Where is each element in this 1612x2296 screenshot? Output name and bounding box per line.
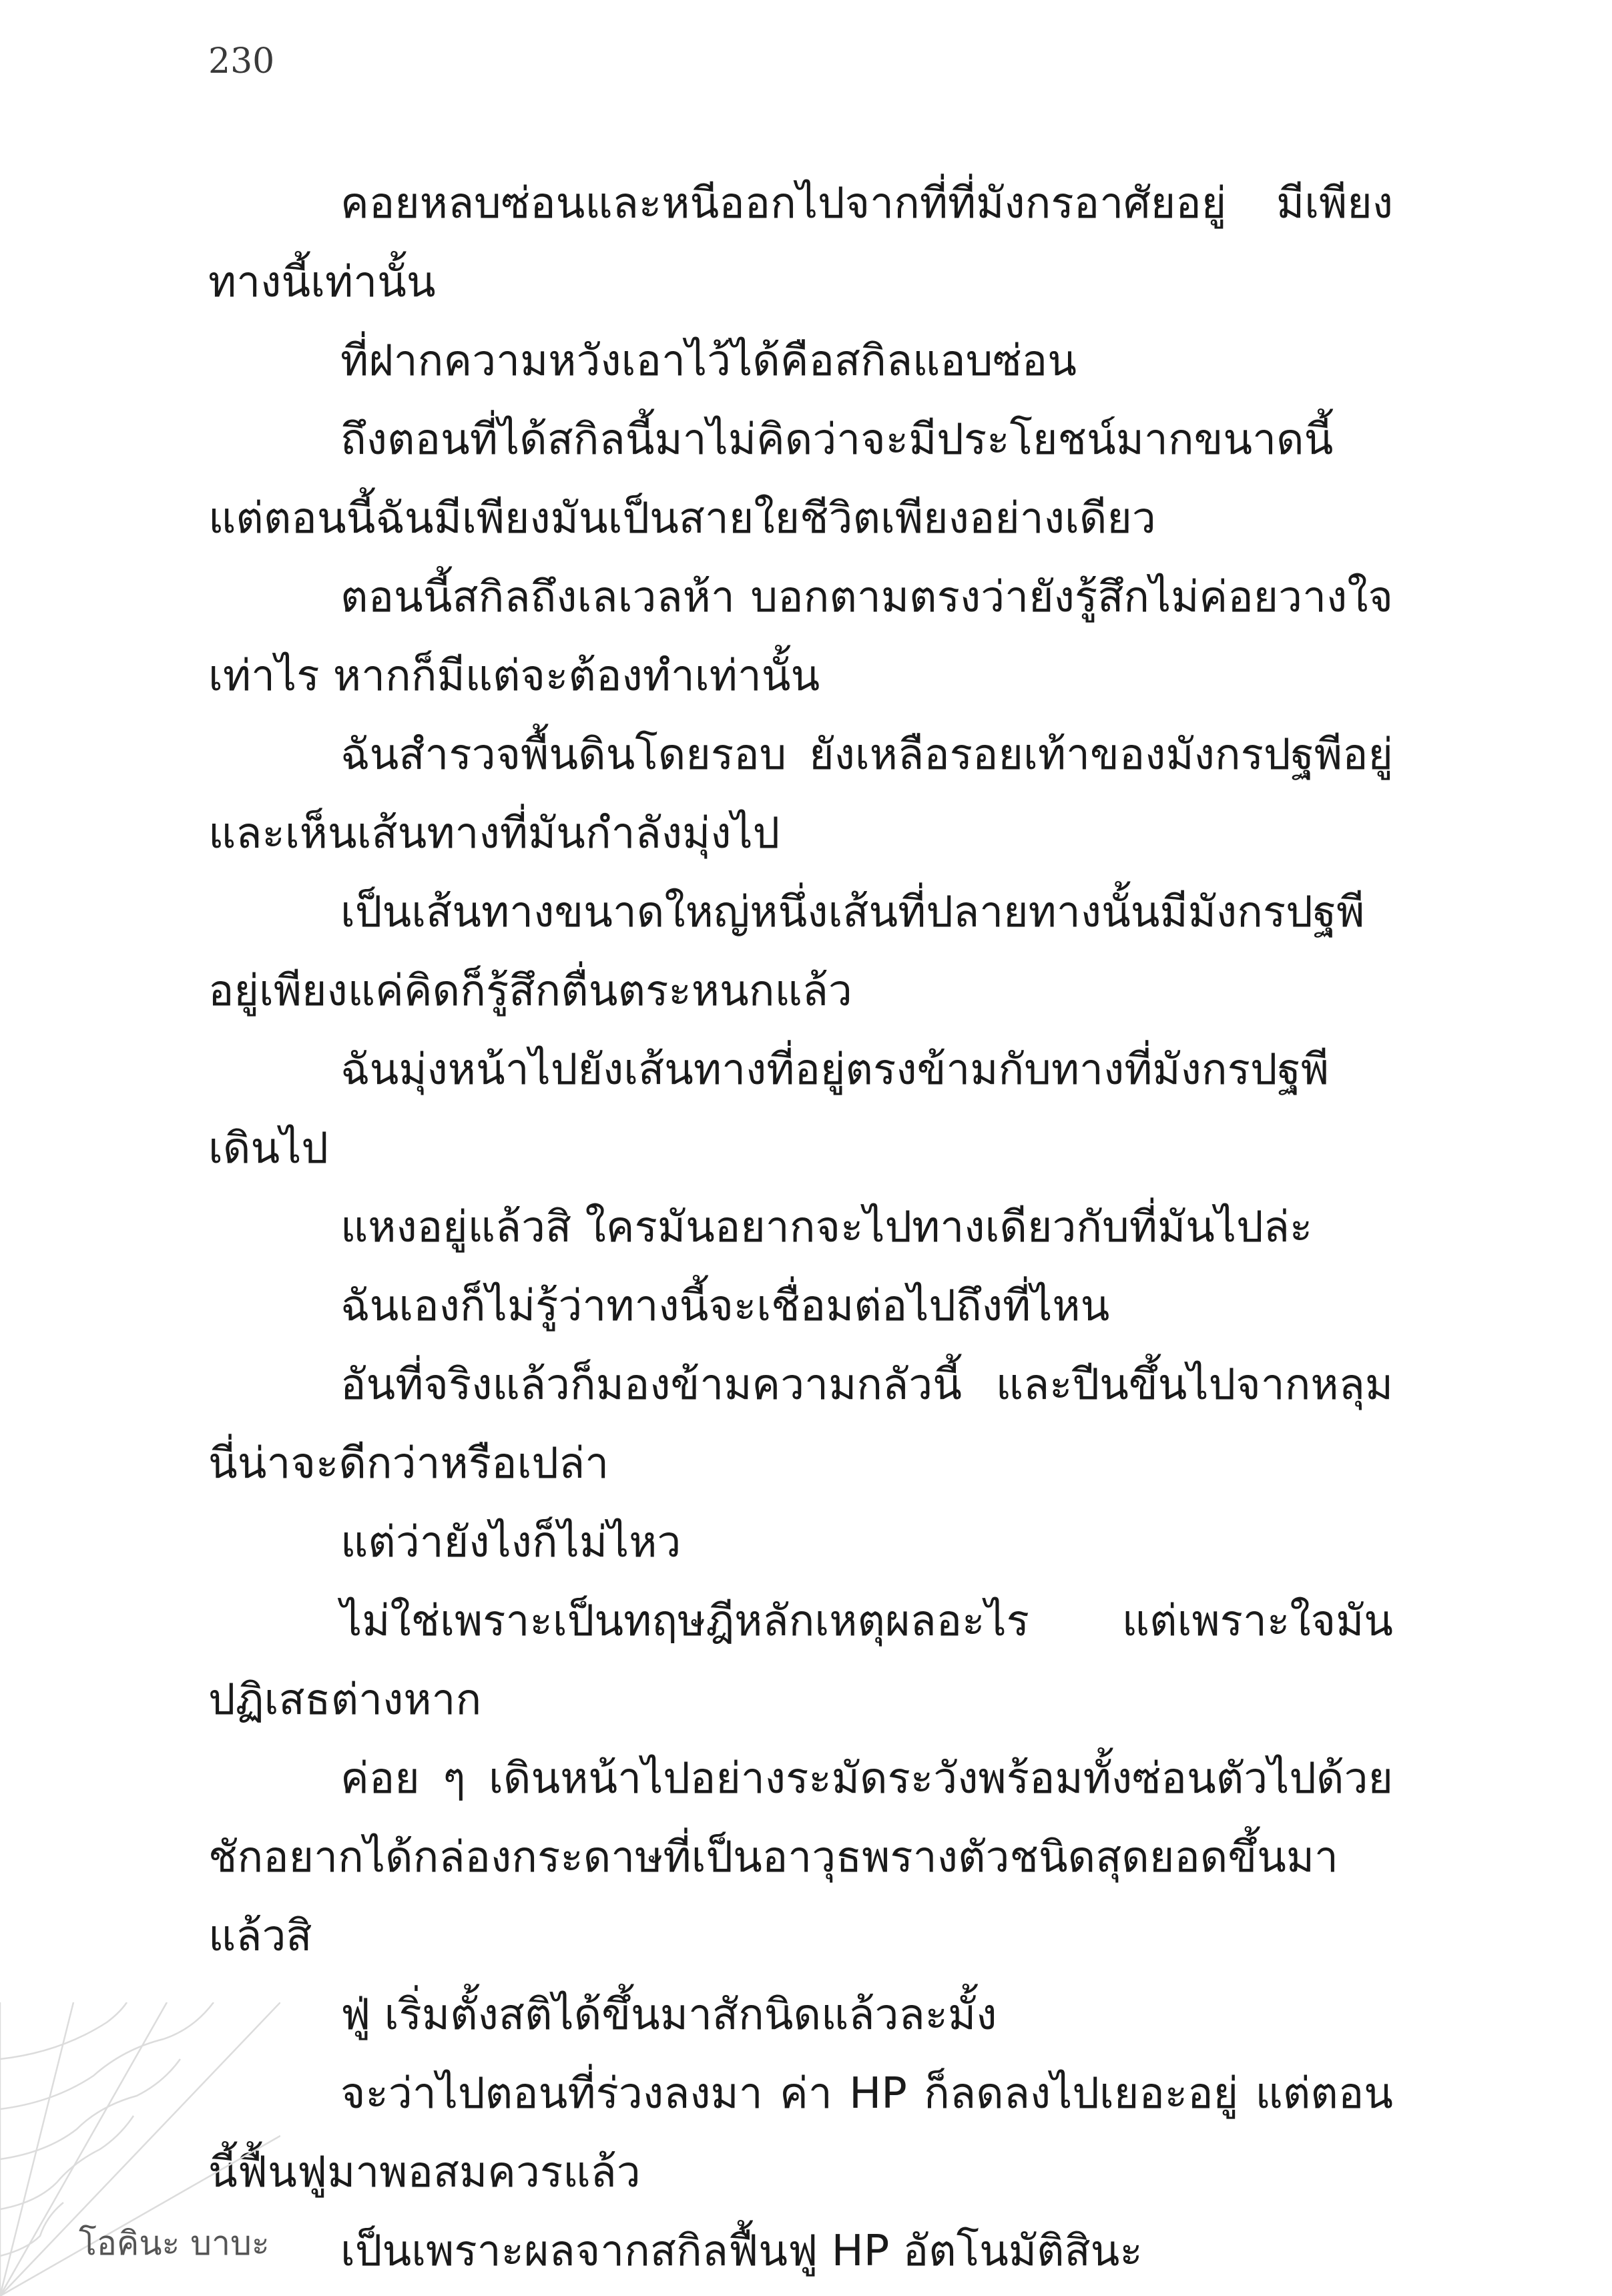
paragraph: จะว่าไปตอนที่ร่วงลงมา ค่า HP ก็ลดลงไปเยอะอยู่ แต่ตอนนี้ฟื้นฟูมาพอสมควรแล้ว <box>208 2069 1393 2197</box>
paragraph: เป็นเพราะผลจากสกิลฟื้นฟู HP อัตโนมัติสินะ <box>340 2227 1143 2276</box>
paragraph: ไม่ใช่เพราะเป็นทฤษฎีหลักเหตุผลอะไร แต่เพราะใจมันปฏิเสธต่างหาก <box>208 1597 1393 1725</box>
paragraph: คอยหลบซ่อนและหนีออกไปจากที่ที่มังกรอาศัยอยู่ มีเพียงทางนี้เท่านั้น <box>208 179 1393 307</box>
paragraph: ฟู่ เริ่มตั้งสติได้ขึ้นมาสักนิดแล้วละมั้ง <box>340 1990 997 2040</box>
paragraph: เป็นเส้นทางขนาดใหญ่หนึ่งเส้นที่ปลายทางนั้นมีมังกรปฐพีอยู่เพียงแค่คิดก็รู้สึกตื่นตระหนกแล้ว <box>208 888 1365 1016</box>
paragraph: ฉันเองก็ไม่รู้ว่าทางนี้จะเชื่อมต่อไปถึงที่ไหน <box>340 1281 1110 1331</box>
paragraph: ฉันสำรวจพื้นดินโดยรอบ ยังเหลือรอยเท้าของมังกรปฐพีอยู่และเห็นเส้นทางที่มันกำลังมุ่งไป <box>208 730 1393 858</box>
paragraph: ตอนนี้สกิลถึงเลเวลห้า บอกตามตรงว่ายังรู้สึกไม่ค่อยวางใจเท่าไร หากก็มีแต่จะต้องทำเท่านั้น <box>208 573 1393 701</box>
paragraph: ค่อย ๆ เดินหน้าไปอย่างระมัดระวังพร้อมทั้งซ่อนตัวไปด้วย ชักอยากได้กล่องกระดาษที่เป็นอาวุธพรางตัวชนิดสุดยอดขึ้นมาแล้วสิ <box>208 1754 1393 1961</box>
paragraph: ฉันมุ่งหน้าไปยังเส้นทางที่อยู่ตรงข้ามกับทางที่มังกรปฐพีเดินไป <box>208 1045 1330 1173</box>
body-text <box>208 164 1393 2291</box>
page-number: 230 <box>208 41 275 81</box>
paragraph: อันที่จริงแล้วก็มองข้ามความกลัวนี้ และปีนขึ้นไปจากหลุมนี่น่าจะดีกว่าหรือเปล่า <box>208 1360 1393 1488</box>
paragraph: ที่ฝากความหวังเอาไว้ได้คือสกิลแอบซ่อน <box>340 336 1077 386</box>
paragraph: ถึงตอนที่ได้สกิลนี้มาไม่คิดว่าจะมีประโยชน์มากขนาดนี้ แต่ตอนนี้ฉันมีเพียงมันเป็นสายใยชีวิตเพียงอย่างเดียว <box>208 415 1334 543</box>
paragraph: แหงอยู่แล้วสิ ใครมันอยากจะไปทางเดียวกับที่มันไปล่ะ <box>340 1203 1313 1252</box>
paragraph: แต่ว่ายังไงก็ไม่ไหว <box>340 1518 682 1567</box>
footer-book-title: โอคินะ บาบะ <box>79 2224 270 2263</box>
